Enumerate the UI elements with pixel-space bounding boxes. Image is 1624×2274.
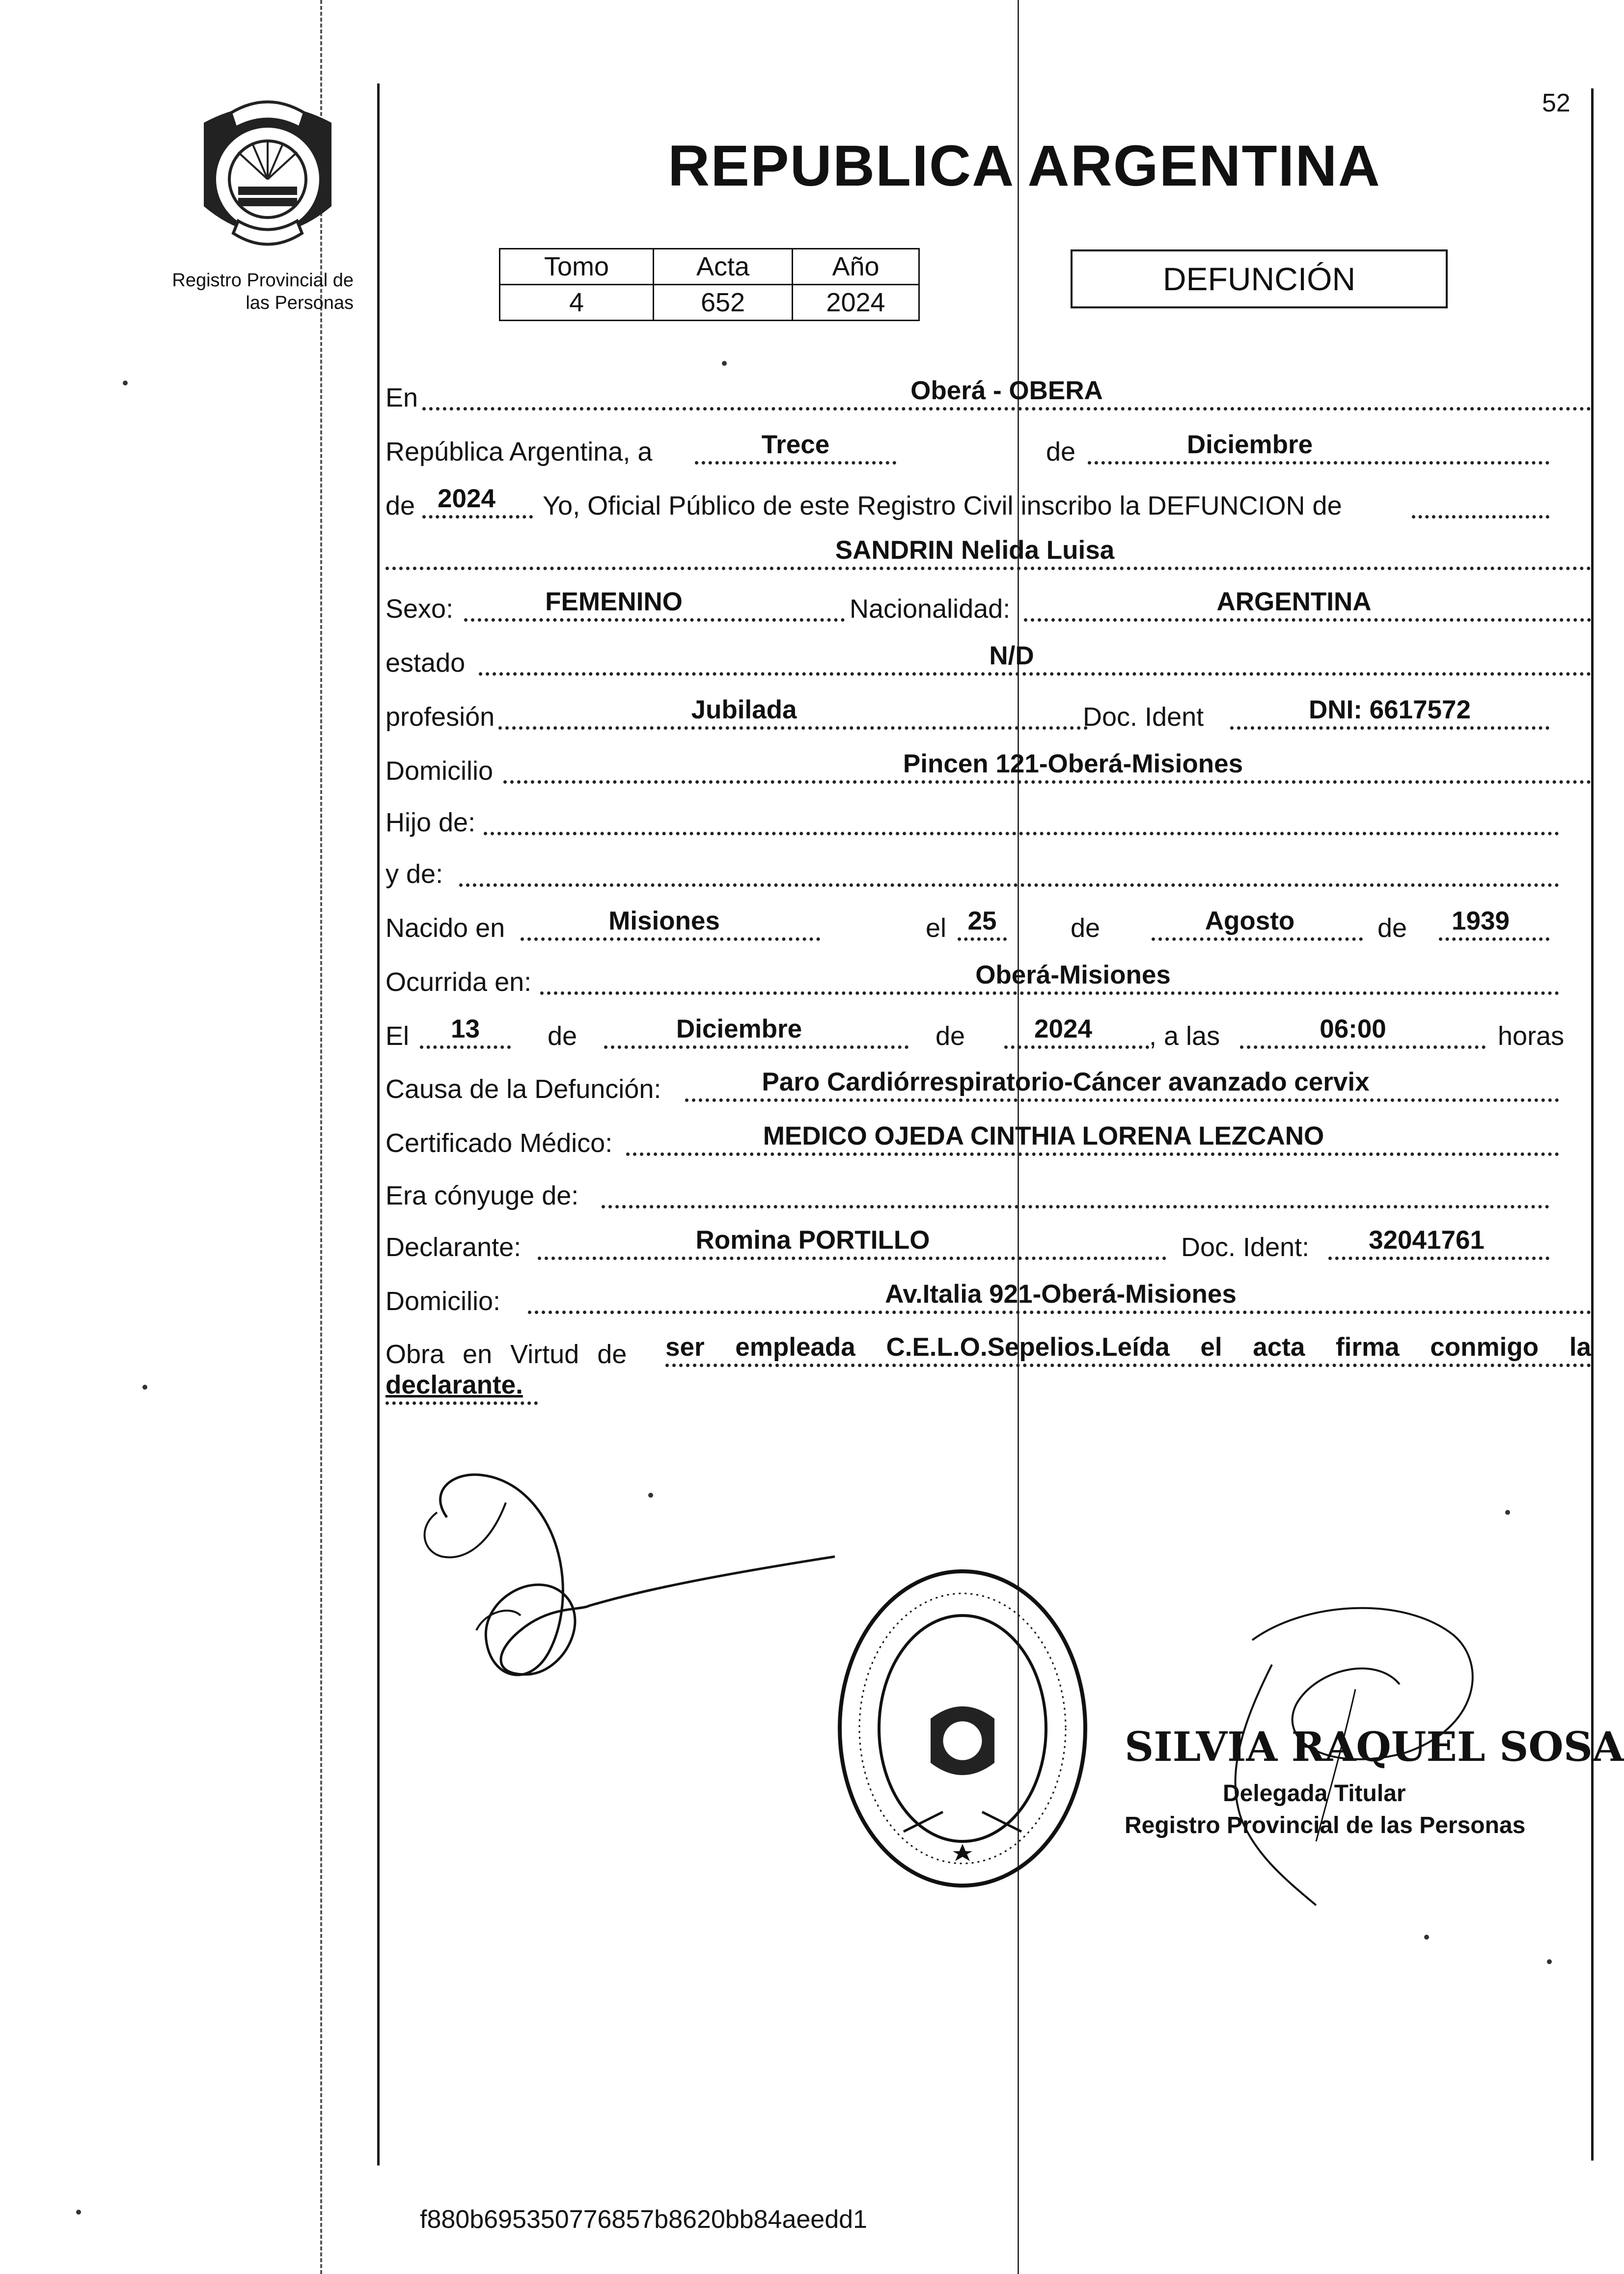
defuncion-anio: 2024: [1034, 1014, 1092, 1043]
domicilio-declarante-value: Av.Italia 921-Oberá-Misiones: [885, 1280, 1237, 1309]
official-stamp-icon: [830, 1557, 1095, 1900]
row-inscribo: de 2024 Yo, Oficial Público de este Registro Civil inscribo la DEFUNCION de: [385, 486, 1549, 521]
right-margin-line: [1591, 88, 1594, 2161]
row-domicilio: Domicilio Pincen 121-Oberá-Misiones: [385, 751, 1591, 786]
estado-value: N/D: [989, 641, 1034, 670]
acta-header: Acta: [654, 249, 793, 285]
left-dashed-line: [320, 0, 322, 2274]
ocurrida-value: Oberá-Misiones: [975, 960, 1171, 989]
scan-speck: [76, 2210, 81, 2215]
tomo-value: 4: [500, 285, 654, 321]
declarante-value: Romina PORTILLO: [695, 1226, 930, 1255]
row-estado: estado N/D: [385, 643, 1591, 678]
scan-speck: [722, 361, 727, 366]
nacido-value: Misiones: [608, 906, 720, 935]
certificado-value: MEDICO OJEDA CINTHIA LORENA LEZCANO: [763, 1122, 1324, 1151]
scan-speck: [123, 381, 128, 385]
page-number: 52: [1542, 89, 1570, 117]
row-obra: Obra en Virtud de ser empleada C.E.L.O.Sepelios.Leída el acta firma conmigo la: [385, 1333, 1591, 1369]
row-nacido: Nacido en Misiones el 25 de Agosto de 1939: [385, 908, 1549, 943]
acta-table: [499, 248, 920, 321]
row-declarante: Declarante: Romina PORTILLO Doc. Ident: 32041761: [385, 1228, 1549, 1262]
nacimiento-mes: Agosto: [1205, 906, 1295, 935]
document-type-box: DEFUNCIÓN: [1071, 249, 1448, 308]
scan-speck: [1505, 1510, 1510, 1515]
document-hash: f880b695350776857b8620bb84aeedd1: [420, 2205, 867, 2234]
registry-caption: Registro Provincial de las Personas: [172, 270, 354, 313]
obra-line2: declarante.: [385, 1370, 523, 1399]
row-en: En Oberá - OBERA: [385, 378, 1591, 412]
row-conyuge: Era cónyuge de:: [385, 1176, 1549, 1210]
row-fecha-texto: República Argentina, a Trece de Diciembre: [385, 432, 1549, 466]
document-title: REPUBLICA ARGENTINA: [668, 134, 1381, 198]
row-yde: y de:: [385, 854, 1559, 889]
nacionalidad-value: ARGENTINA: [1216, 587, 1372, 616]
obra-line1: ser empleada C.E.L.O.Sepelios.Leída el acta firma conmigo la: [665, 1333, 1591, 1362]
sexo-value: FEMENINO: [545, 587, 683, 616]
row-ocurrida: Ocurrida en: Oberá-Misiones: [385, 962, 1559, 997]
scan-speck: [142, 1385, 147, 1390]
official-registry: Registro Provincial de las Personas: [1125, 1812, 1526, 1838]
official-role: Delegada Titular: [1223, 1781, 1406, 1807]
nacimiento-anio: 1939: [1452, 906, 1510, 935]
declarante-doc: 32041761: [1369, 1226, 1485, 1255]
anio-value: 2024: [793, 285, 919, 321]
row-causa: Causa de la Defunción: Paro Cardiórrespiratorio-Cáncer avanzado cervix: [385, 1069, 1559, 1104]
nacimiento-dia: 25: [967, 906, 997, 935]
defuncion-mes: Diciembre: [676, 1014, 802, 1043]
tomo-header: Tomo: [500, 249, 654, 285]
row-fecha-defuncion: El 13 de Diciembre de 2024 , a las 06:00 horas: [385, 1014, 1565, 1051]
row-sexo: Sexo: FEMENINO Nacionalidad: ARGENTINA: [385, 589, 1591, 624]
defuncion-hora: 06:00: [1320, 1014, 1386, 1043]
nombre-fallecida: SANDRIN Nelida Luisa: [835, 536, 1115, 565]
anio-inscripcion: 2024: [438, 484, 495, 513]
provincial-seal-icon: [184, 93, 351, 260]
row-profesion: profesión Jubilada Doc. Ident DNI: 6617572: [385, 697, 1549, 732]
doc-value: DNI: 6617572: [1309, 695, 1471, 724]
dia-texto: Trece: [761, 430, 830, 459]
scan-speck: [1547, 1959, 1552, 1964]
row-certificado: Certificado Médico: MEDICO OJEDA CINTHIA LORENA LEZCANO: [385, 1123, 1559, 1158]
defuncion-dia: 13: [451, 1014, 480, 1043]
row-domicilio-declarante: Domicilio: Av.Italia 921-Oberá-Misiones: [385, 1282, 1591, 1316]
domicilio-value: Pincen 121-Oberá-Misiones: [903, 749, 1243, 778]
scan-speck: [1424, 1935, 1429, 1940]
mes-texto: Diciembre: [1186, 430, 1313, 459]
acta-value: 652: [654, 285, 793, 321]
en-value: Oberá - OBERA: [910, 376, 1103, 405]
declarant-signature-icon: [403, 1444, 845, 1738]
scan-speck: [648, 1493, 653, 1498]
row-nombre: [385, 538, 1591, 572]
left-margin-line: [377, 83, 380, 2165]
anio-header: Año: [793, 249, 919, 285]
official-name: SILVIA RAQUEL SOSA: [1125, 1724, 1624, 1771]
causa-value: Paro Cardiórrespiratorio-Cáncer avanzado cervix: [762, 1068, 1370, 1096]
profesion-value: Jubilada: [691, 695, 797, 724]
row-obra-2: [385, 1372, 552, 1407]
row-hijo: Hijo de:: [385, 803, 1559, 837]
